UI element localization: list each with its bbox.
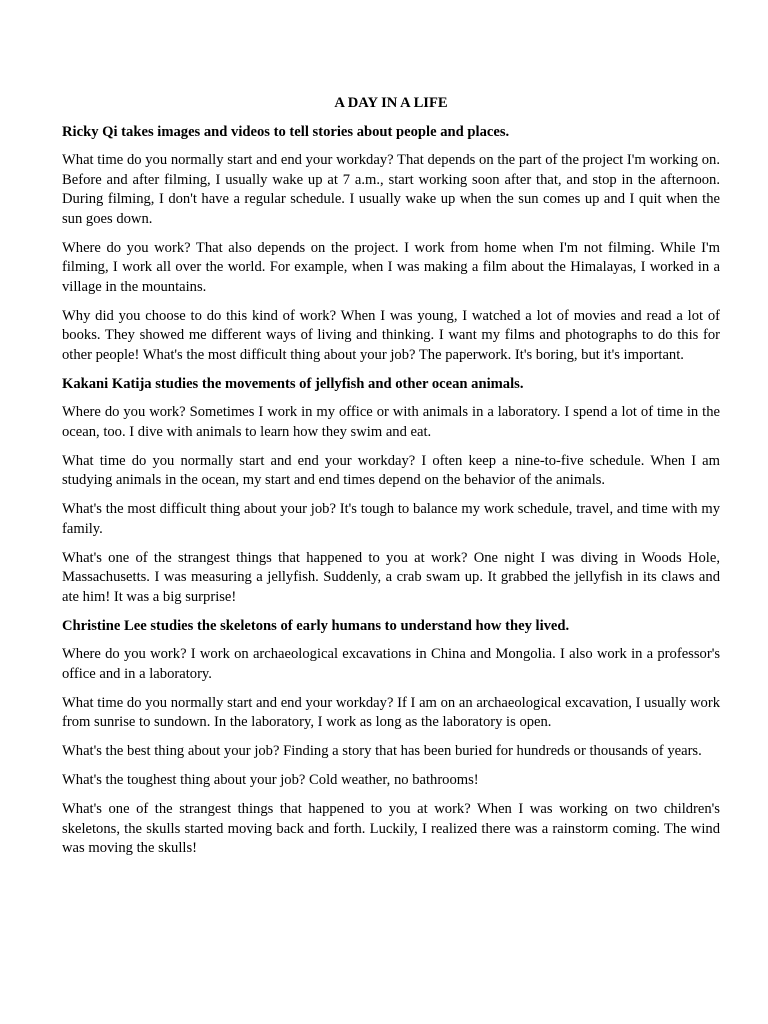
- paragraph: Where do you work? That also depends on the project. I work from home when I'm not filming. While I'm filming, I work all over the world. For example, when I was making a film about the Himalayas, I worked in a village in the mountains.: [62, 239, 720, 295]
- paragraph: What's one of the strangest things that happened to you at work? When I was working on two children's skeletons, the skulls started moving back and forth. Luckily, I realized there was a rainstorm coming. The wind was moving the skulls!: [62, 801, 720, 856]
- section-ricky-qi: [62, 123, 720, 366]
- paragraph: Where do you work? Sometimes I work in my office or with animals in a laboratory. I spend a lot of time in the ocean, too. I dive with animals to learn how they swim and eat.: [62, 404, 720, 440]
- paragraph: What's the most difficult thing about your job? It's tough to balance my work schedule, travel, and time with my family.: [62, 501, 720, 537]
- paragraph: Where do you work? I work on archaeological excavations in China and Mongolia. I also work in a professor's office and in a laboratory.: [62, 646, 720, 682]
- section-christine-lee: [62, 617, 720, 859]
- paragraph: What's the toughest thing about your job? Cold weather, no bathrooms!: [62, 772, 479, 788]
- section-intro: Ricky Qi takes images and videos to tell stories about people and places.: [62, 123, 510, 140]
- paragraph: What time do you normally start and end your workday? I often keep a nine-to-five schedule. When I am studying animals in the ocean, my start and end times depend on the behavior of the animals.: [62, 452, 720, 488]
- paragraph: What time do you normally start and end your workday? If I am on an archaeological excavation, I usually work from sunrise to sundown. In the laboratory, I work as long as the laboratory is open.: [62, 694, 720, 730]
- paragraph: What's one of the strangest things that happened to you at work? One night I was diving in Woods Hole, Massachusetts. I was measuring a jellyfish. Suddenly, a crab swam up. It grabbed the jellyfish in its claws and ate him! It was a big surprise!: [62, 549, 720, 605]
- section-kakani-katija: [62, 375, 720, 608]
- section-intro: Kakani Katija studies the movements of jellyfish and other ocean animals.: [62, 375, 524, 392]
- paragraph: What time do you normally start and end your workday? That depends on the part of the project I'm working on. Before and after filming, I usually wake up at 7 a.m., start working soon after that, and stop in the afternoon. During filming, I don't have a regular schedule. I usually wake up when the sun comes up and I quit when the sun goes down.: [62, 152, 720, 227]
- document-title: A DAY IN A LIFE: [334, 95, 448, 111]
- section-intro: Christine Lee studies the skeletons of early humans to understand how they lived.: [62, 617, 570, 634]
- paragraph: What's the best thing about your job? Finding a story that has been buried for hundreds or thousands of years.: [62, 743, 702, 759]
- paragraph: Why did you choose to do this kind of work? When I was young, I watched a lot of movies and read a lot of books. They showed me different ways of living and thinking. I want my films and photographs to do this for other people! What's the most difficult thing about your job? The paperwork. It's boring, but it's important.: [62, 307, 720, 363]
